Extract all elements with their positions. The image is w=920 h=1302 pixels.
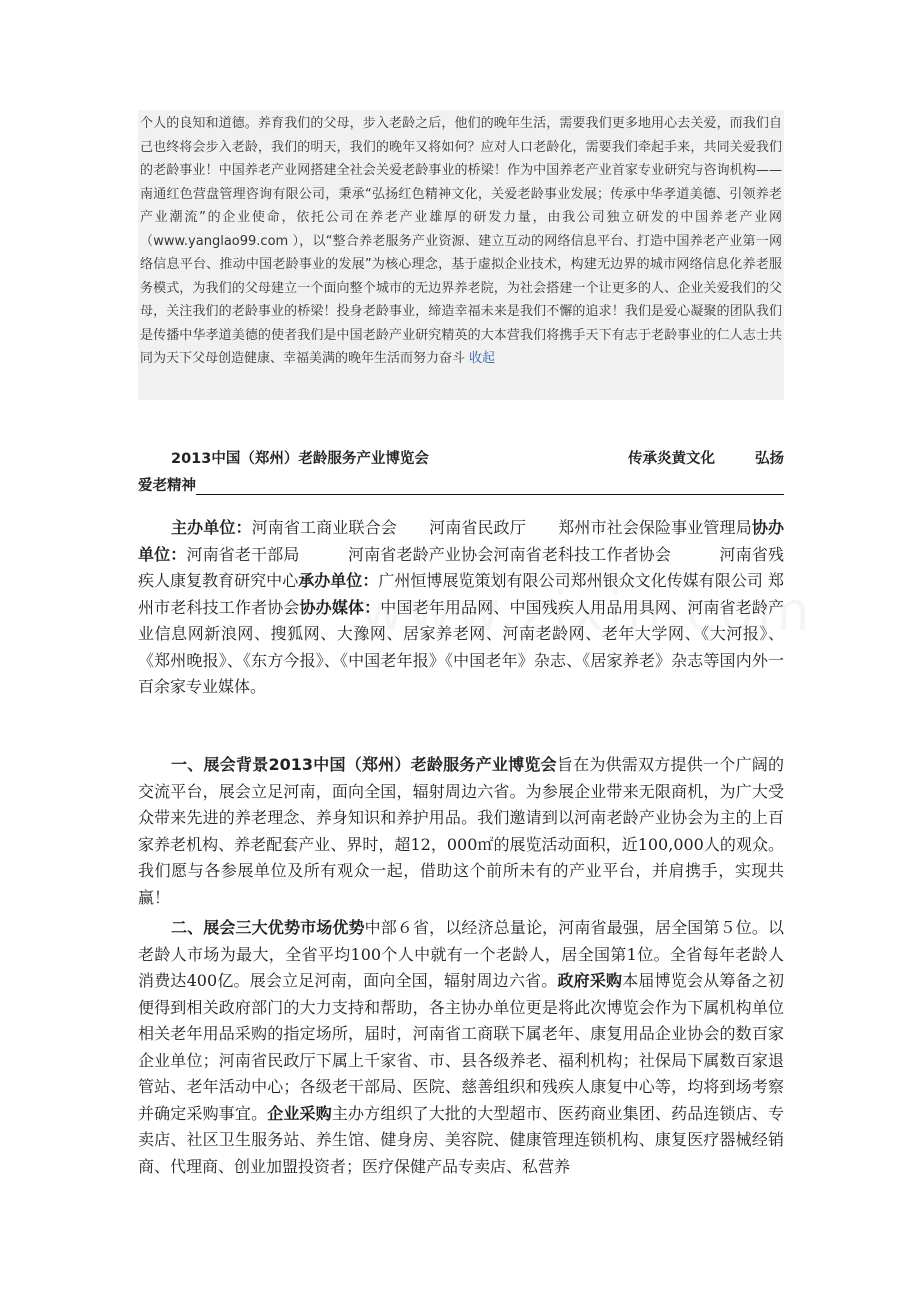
slogan-part2: 弘扬 bbox=[755, 451, 784, 467]
advantages-paragraph bbox=[138, 915, 784, 1180]
undertake-label: 承办单位： bbox=[298, 571, 379, 590]
intro-text: 个人的良知和道德。养育我们的父母，步入老龄之后，他们的晚年生活，需要我们更多地用心去关爱，而我们自己也终将会步入老龄，我们的明天，我们的晚年又将如何？应对人口老龄化，需要我们牵起手来，共同关爱我们的老龄事业！中国养老产业网搭建全社会关爱老龄事业的桥梁！作为中国养老产业首家专业研究与咨询机构——南通红色营盘管理咨询有限公司，秉承“弘扬红色精神文化，关爱老龄事业发展；传承中华孝道美德、引领养老产业潮流”的企业使命，依托公司在养老产业雄厚的研发力量，由我公司独立研发的中国养老产业网（www.yanglao99.com ），以“整合养老服务产业资源、建立互动的网络信息平台、打造中国养老产业第一网络信息平台、推动中国老龄事业的发展”为核心理念，基于虚拟企业技术，构建无边界的城市网络信息化养老服务模式，为我们的父母建立一个面向整个城市的无边界养老院，为社会搭建一个让更多的人、企业关爱我们的父母，关注我们的老龄事业的桥梁！投身老龄事业，缔造幸福未来是我们不懈的追求！我们是爱心凝聚的团队我们是传播中华孝道美德的使者我们是中国老龄产业研究精英的大本营我们将携手天下有志于老龄事业的仁人志士共同为天下父母创造健康、幸福美满的晚年生活而努力奋斗 bbox=[140, 116, 782, 366]
host-label: 主办单位： bbox=[171, 518, 252, 537]
co-text: 河南省老干部局 河南省老龄产业协会河南省老科技工作者协会 河南省残疾人康复教育研究中心 bbox=[138, 544, 784, 590]
co-label: 协办单位： bbox=[138, 518, 784, 564]
host-text: 河南省工商业联合会 河南省民政厅 郑州市社会保险事业管理局 bbox=[251, 518, 752, 537]
expo-heading bbox=[138, 446, 784, 500]
gov-purchase-label: 政府采购 bbox=[557, 971, 623, 990]
background-text: 旨在为供需双方提供一个广阔的交流平台，展会立足河南，面向全国，辐射周边六省。为参展企业带来无限商机，为广大受众带来先进的养老理念、养身知识和养护用品。我们邀请到以河南老龄产业协会为主的上百家养老机构、养老配套产业、界时，超12，000㎡的展览活动面积，近100,000人的观众。我们愿与各参展单位及所有观众一起，借助这个前所未有的产业平台，并肩携手，实现共赢！ bbox=[138, 755, 784, 907]
advantages-text2: 本届博览会从筹备之初便得到相关政府部门的大力支持和帮助，各主协办单位更是将此次博览会作为下属机构单位相关老年用品采购的指定场所，届时，河南省工商联下属老年、康复用品企业协会的数百家企业单位；河南省民政厅下属上千家省、市、县各级养老、福利机构；社保局下属数百家退管站、老年活动中心；各级老干部局、医院、慈善组织和残疾人康复中心等，均将到场考察并确定采购事宜。 bbox=[138, 971, 784, 1123]
organizers-paragraph bbox=[138, 515, 784, 701]
background-paragraph bbox=[138, 752, 784, 911]
undertake-text: 广州恒博展览策划有限公司郑州银众文化传媒有限公司 郑州市老科技工作者协会 bbox=[138, 571, 784, 617]
advantages-text3: 主办方组织了大批的大型超市、医药商业集团、药品连锁店、专卖店、社区卫生服务站、养生馆、健身房、美容院、健康管理连锁机构、康复医疗器械经销商、代理商、创业加盟投资者；医疗保健产品专卖店、私营养 bbox=[138, 1103, 784, 1176]
advantages-text1: 中部６省，以经济总量论，河南省最强，居全国第５位。以老龄人市场为最大，全省平均100个人中就有一个老龄人，居全国第1位。全省每年老龄人消费达400亿。展会立足河南，面向全国，辐射周边六省。 bbox=[138, 918, 784, 990]
background-label: 一、展会背景2013中国（郑州）老龄服务产业博览会 bbox=[171, 755, 557, 774]
media-text: 中国老年用品网、中国残疾人用品用具网、河南省老龄产业信息网新浪网、搜狐网、大豫网、居家养老网、河南老龄网、老年大学网、《大河报》、《郑州晚报》、《东方今报》、《中国老年报》《中国老年》杂志、《居家养老》杂志等国内外一百余家专业媒体。 bbox=[138, 597, 784, 696]
intro-summary-box bbox=[138, 110, 784, 400]
heading-underline bbox=[196, 494, 784, 495]
slogan-part1: 传承炎黄文化 bbox=[628, 451, 715, 467]
slogan-part3: 爱老精神 bbox=[138, 478, 196, 494]
media-label: 协办媒体： bbox=[299, 597, 381, 617]
advantages-label: 二、展会三大优势市场优势 bbox=[171, 918, 365, 937]
collapse-link[interactable]: 收起 bbox=[469, 351, 496, 366]
biz-purchase-label: 企业采购 bbox=[267, 1103, 332, 1123]
expo-title: 2013中国（郑州）老龄服务产业博览会 bbox=[171, 451, 429, 467]
